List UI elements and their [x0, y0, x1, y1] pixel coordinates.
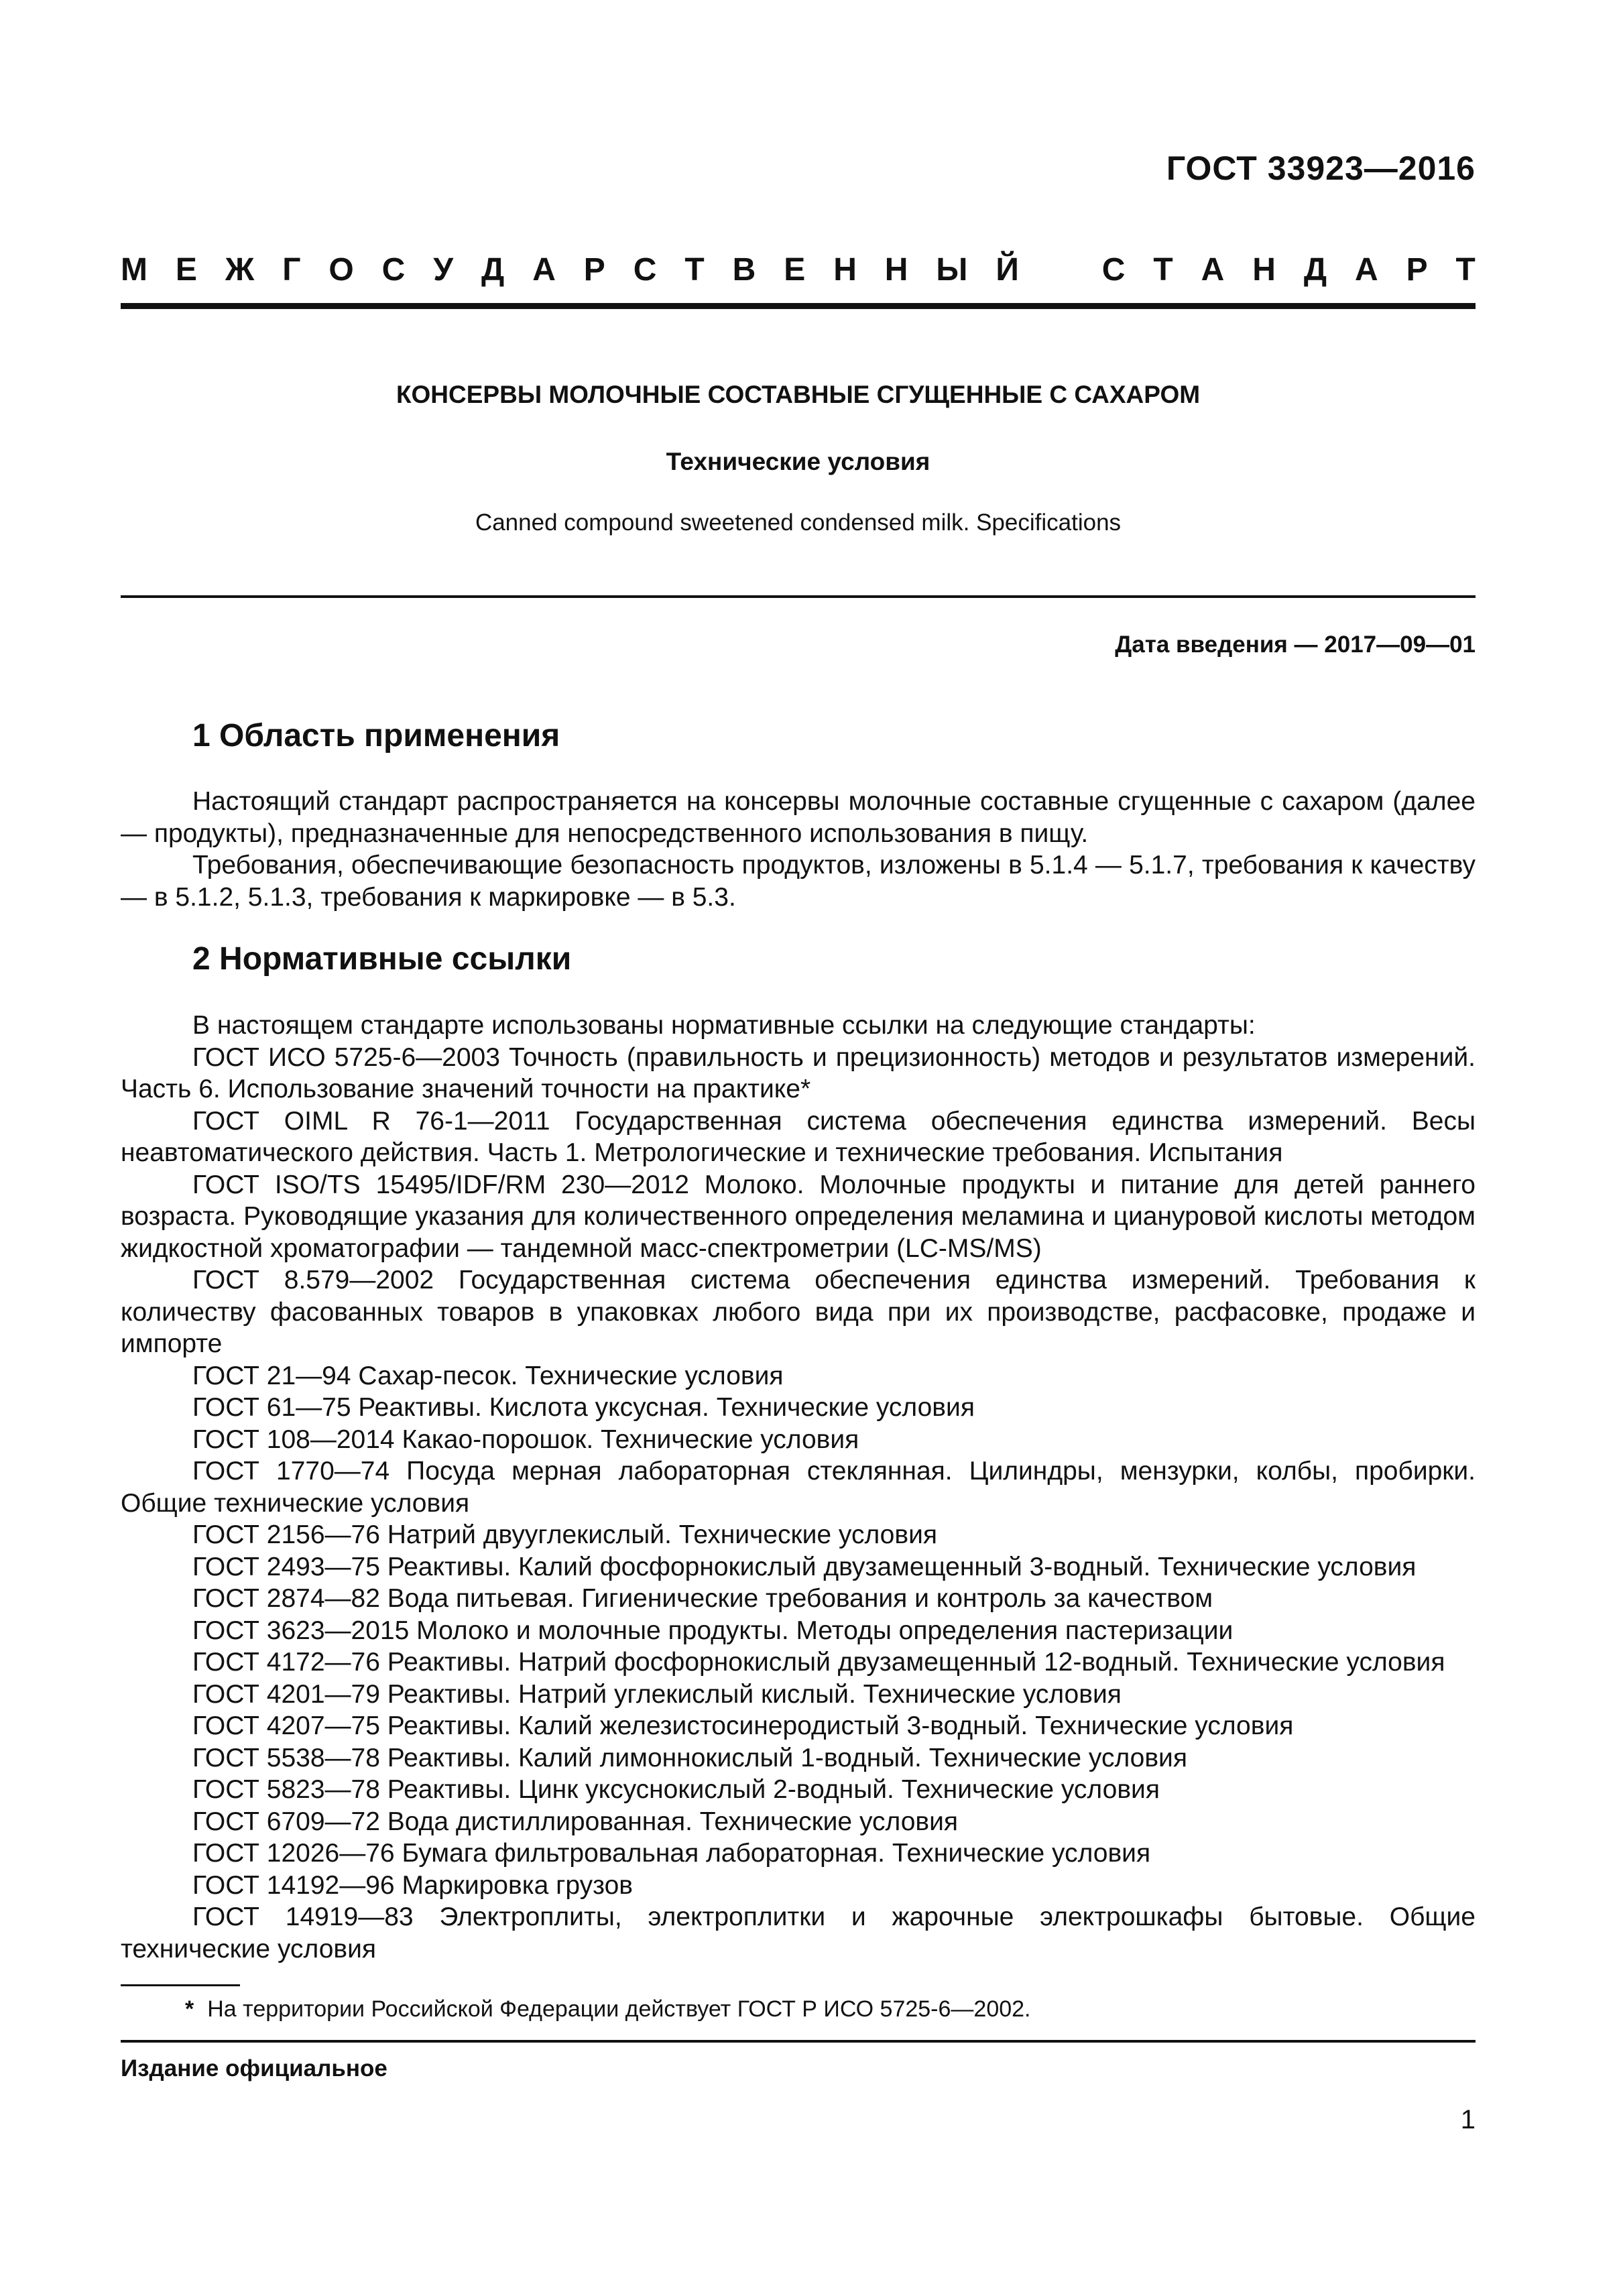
banner-letter: Н — [833, 251, 857, 288]
banner-letter: Е — [175, 251, 197, 288]
reference-item: ГОСТ 1770—74 Посуда мерная лабораторная стеклянная. Цилиндры, мензурки, колбы, пробирки. Общие технические условия — [121, 1457, 1476, 1518]
banner-letter: Ы — [936, 251, 968, 288]
document-title: КОНСЕРВЫ МОЛОЧНЫЕ СОСТАВНЫЕ СГУЩЕННЫЕ С САХАРОМ — [396, 381, 1201, 408]
reference-item: ГОСТ 12026—76 Бумага фильтровальная лабораторная. Технические условия — [192, 1839, 1151, 1868]
reference-item: ГОСТ 2156—76 Натрий двууглекислый. Технические условия — [192, 1520, 937, 1549]
header-rule — [121, 303, 1476, 309]
banner-letter: Д — [481, 251, 505, 288]
section-1-heading: 1 Область применения — [192, 718, 560, 753]
references-intro: В настоящем стандарте использованы нормативные ссылки на следующие стандарты: — [192, 1011, 1256, 1040]
reference-item: ГОСТ 14919—83 Электроплиты, электроплитки и жарочные электрошкафы бытовые. Общие технические условия — [121, 1902, 1476, 1963]
title-rule — [121, 595, 1476, 598]
banner-letter: С — [633, 251, 657, 288]
banner-letter: У — [433, 251, 454, 288]
reference-item: ГОСТ 21—94 Сахар-песок. Технические условия — [192, 1361, 784, 1390]
document-title-english: Canned compound sweetened condensed milk. Specifications — [475, 509, 1122, 536]
edition-label: Издание официальное — [121, 2055, 387, 2081]
banner-letter: Й — [996, 251, 1019, 288]
banner-letter: М — [121, 251, 147, 288]
document-subtitle: Технические условия — [666, 448, 930, 475]
reference-item: ГОСТ 2493—75 Реактивы. Калий фосфорнокислый двузамещенный 3-водный. Технические условия — [192, 1552, 1417, 1581]
banner-letter: С — [1101, 251, 1126, 288]
banner-letter: Р — [1406, 251, 1428, 288]
footer-rule — [121, 2040, 1476, 2043]
banner-letter: С — [381, 251, 406, 288]
footnote-text: На территории Российской Федерации действует ГОСТ Р ИСО 5725-6—2002. — [207, 1996, 1031, 2022]
banner-letter: Н — [1252, 251, 1276, 288]
page-number: 1 — [1460, 2105, 1476, 2134]
banner-letter: Г — [282, 251, 301, 288]
reference-item: ГОСТ 5823—78 Реактивы. Цинк уксуснокислый 2-водный. Технические условия — [192, 1775, 1160, 1804]
reference-item: ГОСТ 14192—96 Маркировка грузов — [192, 1870, 633, 1900]
reference-item: ГОСТ 4207—75 Реактивы. Калий железистосинеродистый 3-водный. Технические условия — [192, 1711, 1294, 1740]
gost-number: ГОСТ 33923—2016 — [1166, 149, 1476, 187]
section-1-paragraph: Настоящий стандарт распространяется на консервы молочные составные сгущенные с сахаром (далее — продукты), предназначенные для непосредственного использования в пищу. — [121, 787, 1476, 848]
banner-letter: Р — [583, 251, 605, 288]
banner-letter: Е — [784, 251, 806, 288]
banner-letter: Т — [684, 251, 705, 288]
banner-letter: А — [532, 251, 556, 288]
reference-item: ГОСТ ИСО 5725-6—2003 Точность (правильность и прецизионность) методов и результатов измерений. Часть 6. Использование значений точности на практике* — [121, 1042, 1476, 1103]
reference-item: ГОСТ OIML R 76-1—2011 Государственная система обеспечения единства измерений. Весы неавтоматического действия. Часть 1. Метрологические и технические требования. Испытания — [121, 1106, 1476, 1167]
reference-item: ГОСТ 8.579—2002 Государственная система обеспечения единства измерений. Требования к количеству фасованных товаров в упаковках любого вида при их производстве, расфасовке, продаже и импорте — [121, 1266, 1476, 1358]
banner-letter: Т — [1455, 251, 1476, 288]
reference-item: ГОСТ 6709—72 Вода дистиллированная. Технические условия — [192, 1807, 959, 1836]
footnote — [185, 1996, 1031, 2022]
introduction-date: Дата введения — 2017—09—01 — [1115, 631, 1476, 658]
footnote-mark: * — [185, 1996, 194, 2022]
reference-item: ГОСТ 108—2014 Какао-порошок. Технические условия — [192, 1425, 859, 1454]
reference-item: ГОСТ 61—75 Реактивы. Кислота уксусная. Технические условия — [192, 1393, 975, 1422]
section-1-body — [121, 786, 1476, 913]
banner-letter: Ж — [225, 251, 255, 288]
banner-letter: О — [328, 251, 354, 288]
reference-item: ГОСТ ISO/TS 15495/IDF/RM 230—2012 Молоко. Молочные продукты и питание для детей раннего возраста. Руководящие указания для количественного определения меламина и циануровой кислоты методом жидкостной хроматографии — тандемной масс-спектрометрии (LC-MS/MS) — [121, 1170, 1476, 1263]
reference-item: ГОСТ 5538—78 Реактивы. Калий лимоннокислый 1-водный. Технические условия — [192, 1743, 1187, 1772]
banner-letter: Н — [884, 251, 908, 288]
reference-item: ГОСТ 3623—2015 Молоко и молочные продукты. Методы определения пастеризации — [192, 1616, 1234, 1645]
banner-letter: Д — [1303, 251, 1327, 288]
banner-letter: Т — [1153, 251, 1173, 288]
banner-letter: А — [1201, 251, 1225, 288]
reference-item: ГОСТ 2874—82 Вода питьевая. Гигиенические требования и контроль за качеством — [192, 1584, 1213, 1613]
section-2-body — [121, 1010, 1476, 1965]
banner-letter: А — [1354, 251, 1378, 288]
section-2-heading: 2 Нормативные ссылки — [192, 941, 572, 977]
section-1-paragraph: Требования, обеспечивающие безопасность продуктов, изложены в 5.1.4 — 5.1.7, требования к качеству — в 5.1.2, 5.1.3, требования к маркировке — в 5.3. — [121, 851, 1476, 912]
standard-type-banner — [121, 249, 1476, 290]
banner-letter: В — [732, 251, 756, 288]
footnote-rule — [121, 1984, 240, 1986]
reference-item: ГОСТ 4201—79 Реактивы. Натрий углекислый кислый. Технические условия — [192, 1679, 1122, 1709]
reference-item: ГОСТ 4172—76 Реактивы. Натрий фосфорнокислый двузамещенный 12-водный. Технические условия — [192, 1648, 1445, 1677]
